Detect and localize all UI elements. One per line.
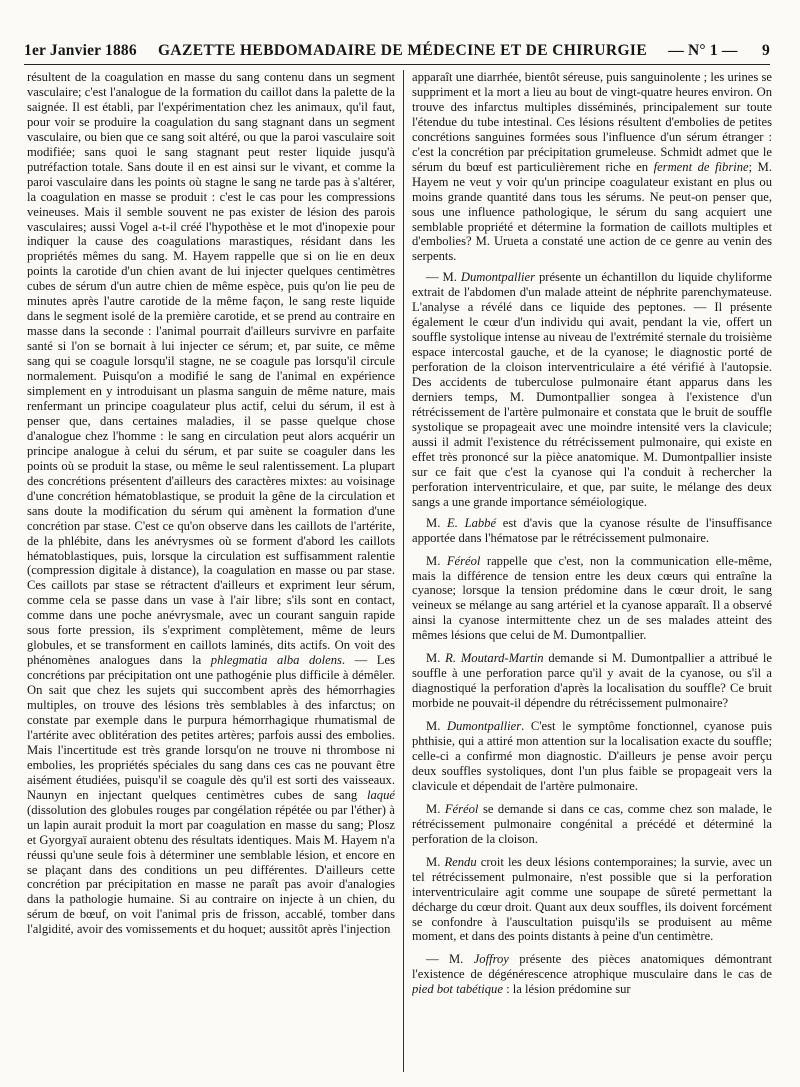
text-run: (dissolution des globules rouges par congélation répétée ou par l'éther) à un lapin aurait produit la mort par coagulation en masse du sang; Plosz et Gyorgyaï auraient obtenu des résultats identiques. Mais M. Hayem n'a réussi qu'une seule fois à déterminer une semblable lésion, et encore en se plaçant dans des conditions un peu différentes. D'ailleurs cette concrétion par précipitation en masse ne paraît pas avoir d'analogies dans la pathologie humaine. Si au contraire on injecte à un chien, du sérum de bœuf, on voit l'animal pris de frisson, accablé, tomber dans l'algidité, avoir des vomissements et du hoquet; aussitôt après l'injection <box>27 802 395 937</box>
paragraph-coagulation <box>27 70 395 937</box>
text-run: : la lésion prédomine sur <box>506 982 631 997</box>
italic-term: laqué <box>367 787 395 802</box>
speaker-name: Rendu <box>444 854 477 869</box>
paragraph-dumontpallier-reply <box>412 719 772 794</box>
speaker-name: Féréol <box>444 801 479 816</box>
paragraph-dumontpallier <box>412 270 772 509</box>
running-header <box>24 30 770 65</box>
speaker-name: R. Moutard-Martin <box>445 651 544 666</box>
left-column <box>27 70 395 1078</box>
text-run: présente des pièces anatomiques démontrant l'existence de dégénérescence atrophique musculaire dans le cas de <box>412 952 772 982</box>
journal-title: GAZETTE HEBDOMADAIRE DE MÉDECINE ET DE CHIRURGIE <box>157 42 648 59</box>
text-run: demande si M. Dumontpallier a attribué le souffle à une perforation parce qu'il y avait de la cyanose, ou s'il a diagnostiqué la perforation d'après la localisation du souffle? Ce bruit morbide ne pouvait-il dépendre du rétrécissement pulmonaire? <box>412 651 772 711</box>
text-run: . — Les concrétions par précipitation ont une pathogénie plus difficile à démêler. On sait que chez les sujets qui succombent après des hémorrhagies multiples, on trouve des lésions très semblables à des infarctus; on constate par exemple dans le purpura hémorrhagique rhumatismal de l'artérite avec oblitération des petites artères; parfois aussi des embolies. Mais l'incertitude est très grande lorsqu'on ne trouve ni thrombose ni embolies, les propriétés spéciales du sang dans ces cas ne pouvant être aisément étudiées, puisqu'il se coagule dès qu'il est sorti des vaisseaux. Naunyn en injectant quelques centimètres cubes de sang <box>27 653 395 802</box>
text-run: se demande si dans ce cas, comme chez son malade, le rétrécissement pulmonaire congénital a précédé et déterminé la perforation de la cloison. <box>412 801 772 846</box>
text-run: présente un échantillon du liquide chyliforme extrait de l'abdomen d'un malade atteint de néphrite parenchymateuse. L'analyse a révélé dans ce liquide des peptones. — Il présente également le cœur d'un individu qui avait, pendant la vie, offert un souffle systolique intense au niveau de l'extrémité sternale du troisième espace intercostal gauche, et de la cyanose; le diagnostic porté de perforation de la cloison interventriculaire a été vérifié à l'autopsie. Des accidents de tuberculose pulmonaire étant apparus dans les derniers temps, M. Dumontpallier songea à l'existence d'un rétrécissement de l'artère pulmonaire et constata que le bruit de souffle systolique se propageait avec une moindre intensité vers la clavicule; aussi il admit l'existence du rétrécissement pulmonaire, qui existe en effet très prononcé sur la pièce anatomique. M. Dumontpallier insiste sur ce fait que c'est la cyanose qui l'a conduit à rechercher la perforation interventriculaire, et que, par suite, le mélange des deux sangs a une grande importance séméiologique. <box>412 270 772 509</box>
speaker-name: Dumontpallier <box>446 719 522 734</box>
text-run: M. <box>426 719 441 734</box>
speaker-name: Féréol <box>446 553 481 568</box>
speaker-name: Dumontpallier <box>460 270 536 285</box>
right-column <box>412 70 772 1078</box>
text-run: croit les deux lésions contemporaines; la survie, avec un tel rétrécissement pulmonaire, n'est possible que si la perforation interventriculaire agit comme une soupape de sûreté permettant la décharge du cœur droit. Quant aux deux souffles, ils doivent forcément se confondre à l'auscultation puisqu'ils se produisent au même moment, et dans des points distants à peine d'un centimètre. <box>412 854 772 944</box>
speaker-name: Joffroy <box>473 952 509 967</box>
page-number: 9 <box>762 42 770 59</box>
italic-term: pied bot tabétique <box>412 982 503 997</box>
text-run: apparaît une diarrhée, bientôt séreuse, puis sanguinolente ; les urines se suppriment et la mort a lieu au bout de vingt-quatre heures environ. On trouve des infarctus multiples disséminés, principalement sur toute l'étendue du tube intestinal. Ces lésions résultent d'embolies de petites concrétions sanguines formées sous l'influence d'un sérum étranger : c'est la concrétion par précipitation grumeleuse. Schmidt admet que le sérum du bœuf est particulièrement riche en <box>412 70 772 174</box>
paragraph-fereol <box>412 554 772 644</box>
text-run: M. <box>426 515 441 530</box>
text-run: M. <box>426 854 441 869</box>
text-run: — M. <box>426 952 464 967</box>
issue-number: — N° 1 — <box>668 42 738 59</box>
text-run: résultent de la coagulation en masse du sang contenu dans un segment vasculaire; c'est l'analogue de la formation du caillot dans la palette de la saignée. Il est établi, par l'expérimentation chez les animaux, qu'il faut, pour voir se produire la coagulation du sang stagnant dans un segment vasculaire, ou bien que ce sang soit altéré, ou que la paroi vasculaire soit modifiée; sans quoi le sang stagnant peut rester liquide jusqu'à putréfaction totale. Sans doute il en est ainsi sur le vivant, et comme la paroi vasculaire dans les points où stagne le sang ne tarde pas à s'altérer, la coagulation en masse se produit : c'est le cas pour les compressions veineuses. Mais il semble souvent ne pas exister de lésion des parois vasculaires; aussi Vogel a-t-il créé l'hypothèse et le mot d'inopexie pour indiquer la cause des coagulations marastiques, résidant dans les propriétés mêmes du sang. M. Hayem rappelle que si on lie en deux points la carotide d'un chien avant de lui injecter quelques centimètres cubes de sérum d'un autre chien de même espèce, puis qu'on lie peu de minutes après l'autre carotide de la même façon, le sang reste liquide dans le segment isolé de la première carotide, et se prend au contraire en masse dans la seconde : l'animal pourrait d'ailleurs survivre en parfaite santé si l'on se bornait à lui injecter ce sérum; et, par suite, ce même sang qui se coagule lorsqu'il stagne, ne se coagule pas lorsqu'il circule normalement. Puisqu'on a modifié le sang de l'animal en expérience simplement en y introduisant un plasma sanguin de même nature, mais renfermant un principe coagulateur plus actif, celui du sérum, il est à penser que, dans certaines maladies, il se passe quelque chose d'analogue chez l'homme : le sang en circulation peut alors acquérir un principe analogue à celui du sérum, et par suite se coaguler dans les points où se produit la stase, ou même le seul ralentissement. La plupart des concrétions présentent d'ailleurs des caractères mixtes: au voisinage d'une concrétion hématoblastique, se produit la gêne de la circulation et sans doute la modification du sérum qui amènent la formation d'une concrétion par stase. C'est ce qu'on observe dans les caillots de l'artérite, de la phlébite, dans les anévrysmes où se forment d'abord les caillots hématoblastiques, puis, lorsque la circulation est suffisamment ralentie (compression digitale à distance), la coagulation en masse ou par stase. Ces caillots par stase se rétractent d'ailleurs et expriment leur sérum, comme cela se passe dans un vase à l'air libre; s'ils sont en contact, comme dans une poche anévrysmale, avec un courant sanguin rapide sous forte pression, ils s'expriment complètement, même de leurs globules, et se transforment en caillots laminés, dits actifs. On voit des phénomènes analogues dans la <box>27 70 395 668</box>
text-run: rappelle que c'est, non la communication elle-même, mais la différence de tension entre les deux cœurs qui entraîne la cyanose; lorsque la tension prédomine dans le cœur droit, le sang veineux se mélange au sang artériel et la cyanose apparaît. Il a observé ainsi la cyanose intermittente chez un de ses malades atteint des mêmes lésions que celui de M. Dumontpallier. <box>412 553 772 643</box>
text-run: M. <box>426 651 441 666</box>
paragraph-joffroy <box>412 952 772 997</box>
paragraph-rendu <box>412 855 772 945</box>
paragraph-labbe <box>412 516 772 546</box>
text-run: ; M. Hayem ne veut y voir qu'un principe coagulateur existant en plus ou moins grande quantité dans tous les sérums. Ne peut-on penser que, sous une influence pathologique, le sérum du sang acquiert une semblable propriété et détermine la formation de caillots multiples et d'embolies? M. Urueta a constaté une action de ce genre au venin des serpents. <box>412 159 772 264</box>
text-run: est d'avis que la cyanose résulte de l'insuffisance apportée dans l'hématose par le rétrécissement pulmonaire. <box>412 515 772 545</box>
text-run: M. <box>426 553 441 568</box>
italic-term: phlegmatia alba dolens <box>210 653 342 668</box>
column-divider <box>403 70 404 1072</box>
text-run: . C'est le symptôme fonctionnel, cyanose puis phthisie, qui a attiré mon attention sur la localisation exacte du souffle; celle-ci a confirmé mon diagnostic. D'ailleurs je pense avoir perçu deux souffles systoliques, dont l'un plus faible se propageait vers la clavicule et dépendait de l'artère pulmonaire. <box>412 719 772 793</box>
header-issue <box>668 42 770 60</box>
italic-term: ferment de fibrine <box>653 159 749 174</box>
text-run: — M. <box>426 270 457 285</box>
paragraph-fereol-question <box>412 802 772 847</box>
header-date: 1er Janvier 1886 <box>24 42 137 59</box>
paragraph-continuation <box>412 70 772 264</box>
speaker-name: E. Labbé <box>447 515 497 530</box>
paragraph-moutard-martin <box>412 651 772 711</box>
text-run: M. <box>426 801 441 816</box>
